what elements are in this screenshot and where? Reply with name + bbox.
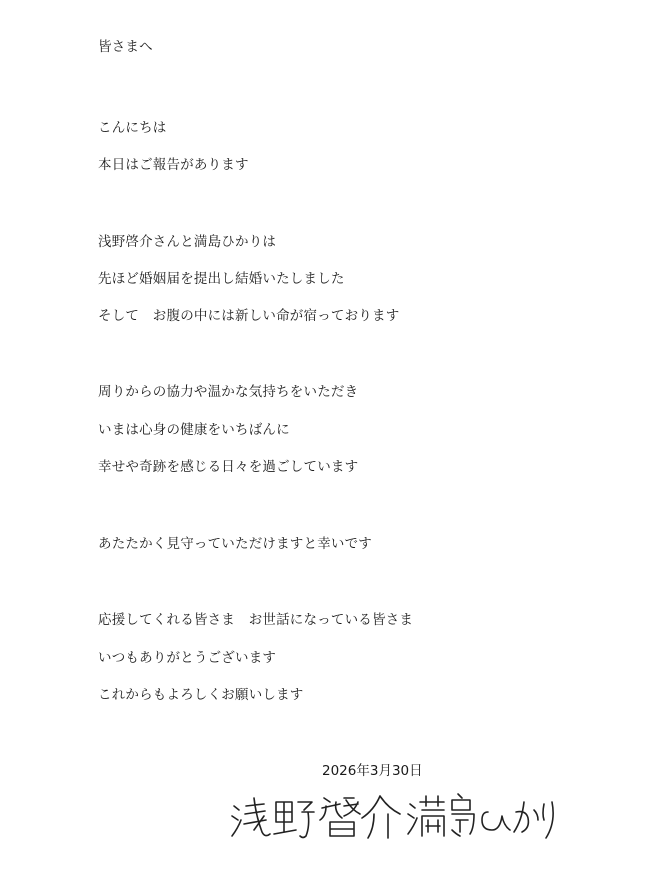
letter-line: 幸せや奇跡を感じる日々を過ごしています (98, 459, 359, 475)
signature-drawing (226, 784, 556, 844)
salutation: 皆さまへ (98, 39, 153, 55)
letter-line: 周りからの協力や温かな気持ちをいただき (98, 384, 359, 400)
letter-line: 浅野啓介さんと満島ひかりは (98, 234, 277, 250)
letter-line: あたたかく見守っていただけますと幸いです (98, 536, 372, 552)
letter-line: いまは心身の健康をいちばんに (98, 422, 290, 438)
letter-line: 応援してくれる皆さま お世話になっている皆さま (98, 612, 414, 628)
letter-date: 2026年3月30日 (322, 763, 423, 779)
letter-line: これからもよろしくお願いします (98, 687, 304, 703)
letter-line: 先ほど婚姻届を提出し結婚いたしました (98, 271, 345, 287)
letter-line: そして お腹の中には新しい命が宿っております (98, 308, 400, 324)
letter-line: こんにちは (98, 120, 167, 136)
letter-line: いつもありがとうございます (98, 650, 277, 666)
letter-line: 本日はご報告があります (98, 157, 249, 173)
handwritten-signature (226, 784, 556, 844)
